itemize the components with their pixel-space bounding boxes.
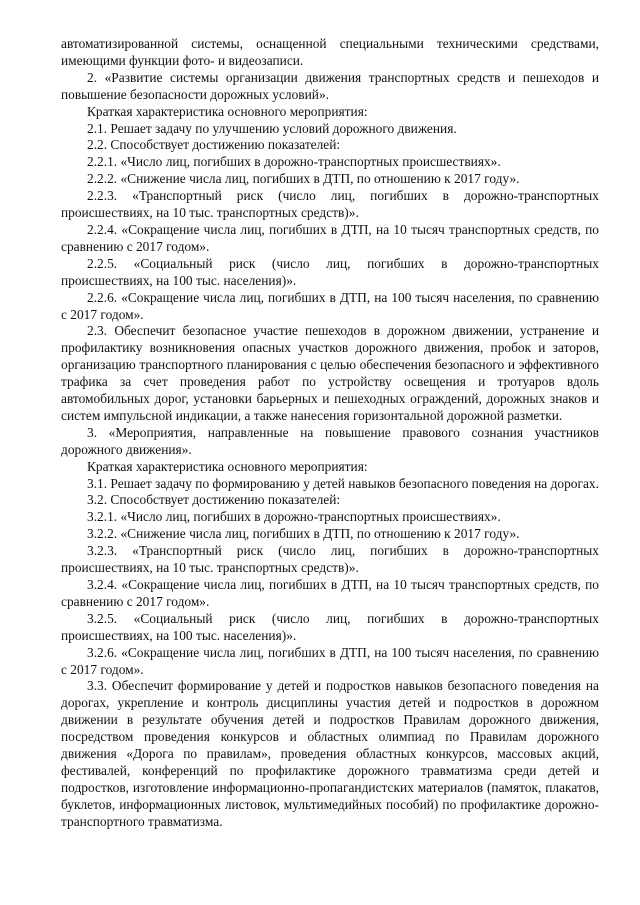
paragraph-3-2-1: 3.2.1. «Число лиц, погибших в дорожно-транспортных происшествиях». bbox=[87, 509, 501, 525]
paragraph-3-1: 3.1. Решает задачу по формированию у детей навыков безопасного поведения на дорогах. bbox=[87, 475, 599, 491]
paragraph-3-2-5: 3.2.5. «Социальный риск (число лиц, погибших в дорожно-транспортных происшествиях, на 100 тыс. населения)». bbox=[61, 610, 599, 643]
paragraph-2-2: 2.2. Способствует достижению показателей: bbox=[87, 137, 341, 153]
paragraph-section-3-summary-heading: Краткая характеристика основного мероприятия: bbox=[87, 458, 368, 474]
paragraph-section-3-title: 3. «Мероприятия, направленные на повышение правового сознания участников дорожного движения». bbox=[61, 424, 599, 457]
paragraph-2-1: 2.1. Решает задачу по улучшению условий дорожного движения. bbox=[87, 120, 457, 136]
paragraph-2-2-5: 2.2.5. «Социальный риск (число лиц, погибших в дорожно-транспортных происшествиях, на 100 тыс. населения)». bbox=[61, 255, 599, 288]
paragraph-2-2-4: 2.2.4. «Сокращение числа лиц, погибших в ДТП, на 10 тысяч транспортных средств, по сравнению с 2017 годом». bbox=[61, 221, 599, 254]
paragraph-section-2-title: 2. «Развитие системы организации движения транспортных средств и пешеходов и повышение безопасности дорожных условий». bbox=[61, 69, 599, 102]
paragraph-3-3: 3.3. Обеспечит формирование у детей и подростков навыков безопасного поведения на дорогах, укрепление и контроль дисциплины участия детей и подростков в дорожном движении в результате обучения детей и подростков Правилам дорожного движения, посредством проведения конкурсов и областных олимпиад по Правилам дорожного движения «Дорога по правилам», проведения областных конкурсов, массовых акций, фестивалей, конференций по профилактике дорожного травматизма среди детей и подростков, изготовление информационно-пропагандистских материалов (памяток, плакатов, буклетов, информационных листовок, мультимедийных пособий) по профилактике дорожно-транспортного травматизма. bbox=[61, 678, 599, 829]
paragraph-3-2-4: 3.2.4. «Сокращение числа лиц, погибших в ДТП, на 10 тысяч транспортных средств, по сравнению с 2017 годом». bbox=[61, 577, 599, 609]
paragraph-2-2-1: 2.2.1. «Число лиц, погибших в дорожно-транспортных происшествиях». bbox=[87, 154, 501, 170]
paragraph-section-2-summary-heading: Краткая характеристика основного мероприятия: bbox=[87, 103, 368, 119]
paragraph-2-2-2: 2.2.2. «Снижение числа лиц, погибших в ДТП, по отношению к 2017 году». bbox=[87, 171, 520, 187]
document-body bbox=[61, 36, 599, 831]
paragraph-2-2-6: 2.2.6. «Сокращение числа лиц, погибших в ДТП, на 100 тысяч населения, по сравнению с 2017 годом». bbox=[61, 289, 599, 322]
paragraph-3-2-6: 3.2.6. «Сокращение числа лиц, погибших в ДТП, на 100 тысяч населения, по сравнению с 2017 годом». bbox=[61, 644, 599, 677]
paragraph-2-3: 2.3. Обеспечит безопасное участие пешеходов в дорожном движении, устранение и профилактику возникновения опасных участков дорожного движения, пробок и заторов, организацию транспортного планирования с целью обеспечения безопасного и эффективного трафика за счет проведения работ по устройству освещения и тротуаров вдоль автомобильных дорог, установки барьерных и пешеходных ограждений, дорожных знаков и систем импульсной индикации, а также нанесения горизонтальной дорожной разметки. bbox=[61, 323, 599, 423]
paragraph-3-2-3: 3.2.3. «Транспортный риск (число лиц, погибших в дорожно-транспортных происшествиях, на 10 тыс. транспортных средств)». bbox=[61, 543, 599, 576]
paragraph-3-2: 3.2. Способствует достижению показателей: bbox=[87, 492, 341, 508]
paragraph-3-2-2: 3.2.2. «Снижение числа лиц, погибших в ДТП, по отношению к 2017 году». bbox=[87, 526, 520, 542]
paragraph-continuation: автоматизированной системы, оснащенной специальными техническими средствами, имеющими функции фото- и видеозаписи. bbox=[61, 36, 599, 68]
paragraph-2-2-3: 2.2.3. «Транспортный риск (число лиц, погибших в дорожно-транспортных происшествиях, на 10 тыс. транспортных средств)». bbox=[61, 188, 599, 221]
